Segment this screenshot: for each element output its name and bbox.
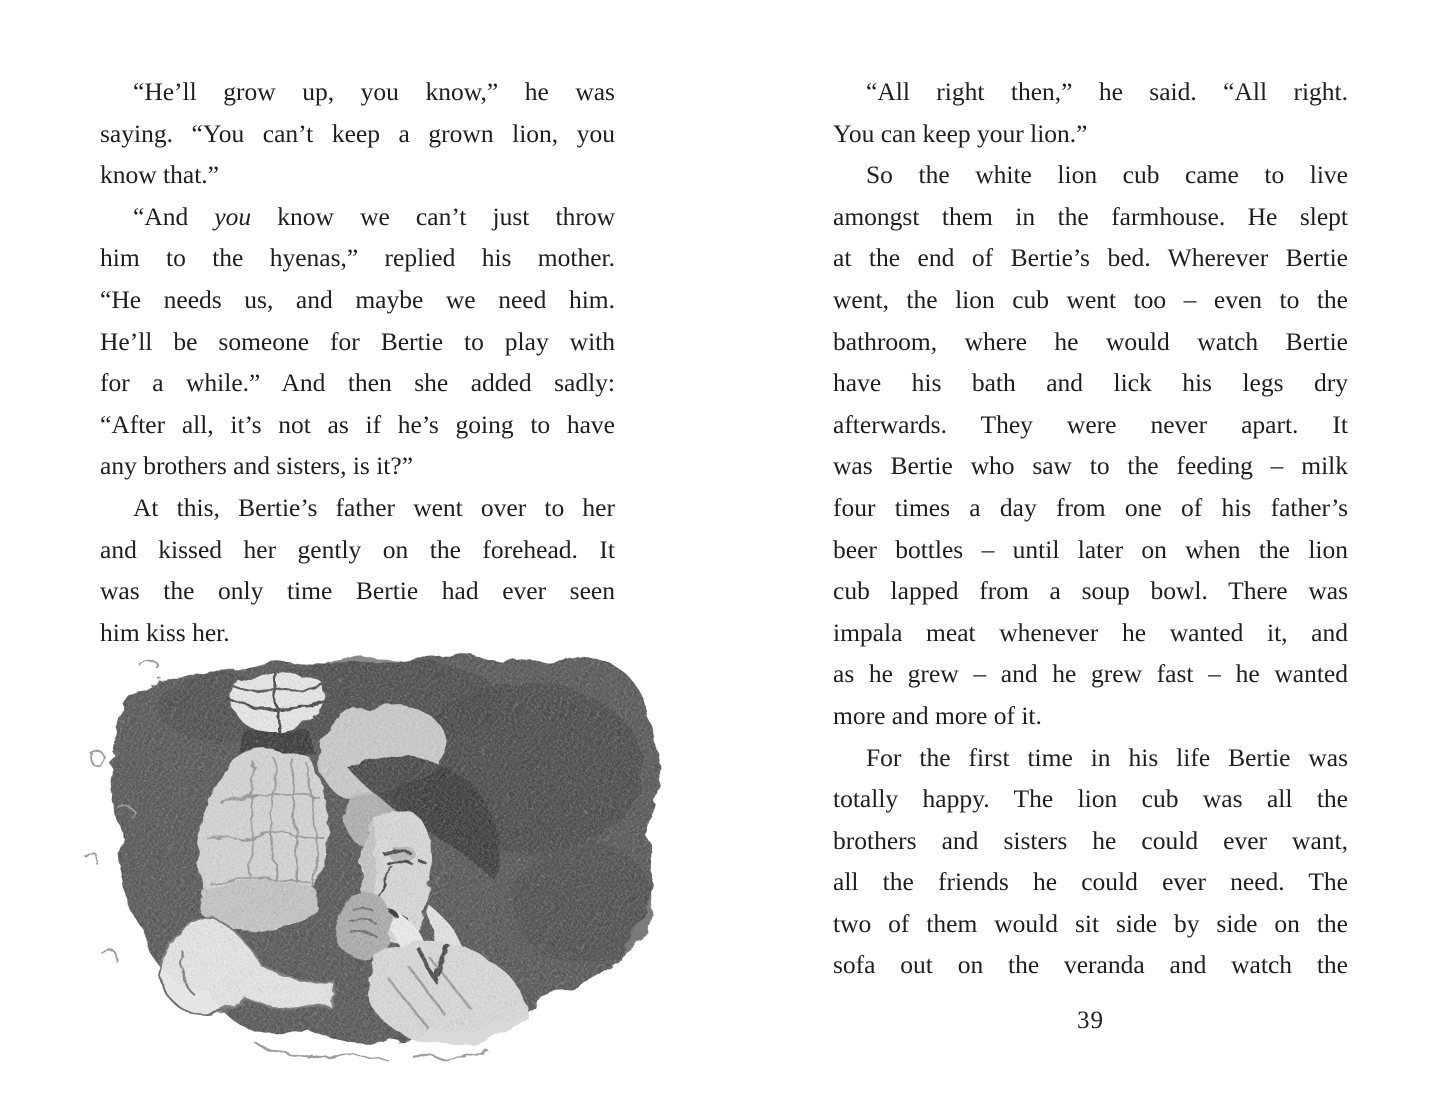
text-line	[833, 154, 1348, 196]
text-run: afterwards. They were never apart. It	[833, 409, 1348, 439]
text-line	[100, 71, 615, 113]
text-line	[100, 196, 615, 238]
text-run: totally happy. The lion cub was all the	[833, 784, 1348, 814]
page-number: 39	[1077, 1007, 1104, 1034]
text-run: four times a day from one of his father’s	[833, 492, 1348, 522]
text-run: as he grew – and he grew fast – he wanted	[833, 659, 1348, 689]
text-run: At this, Bertie’s father went over to her	[133, 492, 615, 522]
text-run: was Bertie who saw to the feeding – milk	[833, 451, 1348, 481]
text-line	[833, 71, 1348, 113]
text-run: He’ll be someone for Bertie to play with	[100, 326, 615, 356]
text-line	[833, 362, 1348, 404]
text-run: and kissed her gently on the forehead. It	[100, 534, 615, 564]
text-line	[833, 113, 1348, 155]
text-run: know that.”	[100, 160, 219, 190]
text-line	[100, 487, 615, 529]
text-line	[100, 321, 615, 363]
text-line	[833, 237, 1348, 279]
text-line	[833, 944, 1348, 986]
text-line	[100, 529, 615, 571]
text-line	[833, 487, 1348, 529]
text-run: “All right then,” he said. “All right.	[866, 77, 1348, 106]
right-page-text-column	[833, 71, 1348, 986]
text-run: him to the hyenas,” replied his mother.	[100, 243, 615, 273]
text-line	[833, 653, 1348, 695]
text-line	[833, 445, 1348, 487]
pencil-sketch-illustration	[78, 648, 670, 1066]
text-line	[100, 279, 615, 321]
text-run: beer bottles – until later on when the lion	[833, 534, 1348, 564]
text-line	[833, 279, 1348, 321]
text-run: “After all, it’s not as if he’s going to have	[100, 409, 615, 439]
text-line	[833, 612, 1348, 654]
text-run: saying. “You can’t keep a grown lion, you	[100, 118, 615, 148]
text-line	[833, 196, 1348, 238]
text-line	[100, 113, 615, 155]
text-line	[833, 861, 1348, 903]
text-run: bathroom, where he would watch Bertie	[833, 326, 1348, 356]
text-run: any brothers and sisters, is it?”	[100, 451, 414, 481]
text-run: have his bath and lick his legs dry	[833, 368, 1348, 398]
text-line	[100, 404, 615, 446]
text-line	[100, 237, 615, 279]
text-run: all the friends he could ever need. The	[833, 867, 1348, 897]
text-run: at the end of Bertie’s bed. Wherever Bertie	[833, 243, 1348, 273]
text-run: So the white lion cub came to live	[866, 160, 1348, 190]
text-line	[833, 820, 1348, 862]
text-run: him kiss her.	[100, 617, 230, 647]
italic-text: you	[214, 201, 252, 231]
left-page-text-column	[100, 71, 615, 653]
text-run: know we can’t just throw	[251, 201, 615, 231]
text-run: sofa out on the veranda and watch the	[833, 950, 1348, 980]
text-run: for a while.” And then she added sadly:	[100, 368, 615, 398]
text-line	[833, 404, 1348, 446]
text-line	[100, 362, 615, 404]
text-run: went, the lion cub went too – even to the	[833, 284, 1348, 314]
text-run: impala meat whenever he wanted it, and	[833, 617, 1348, 647]
text-run: was the only time Bertie had ever seen	[100, 576, 615, 606]
text-line	[833, 778, 1348, 820]
text-run: You can keep your lion.”	[833, 118, 1088, 148]
text-run: brothers and sisters he could ever want,	[833, 825, 1348, 855]
text-line	[833, 695, 1348, 737]
text-line	[100, 445, 615, 487]
text-line	[100, 570, 615, 612]
text-run: more and more of it.	[833, 700, 1042, 730]
text-line	[833, 570, 1348, 612]
text-line	[833, 737, 1348, 779]
text-run: amongst them in the farmhouse. He slept	[833, 201, 1348, 231]
text-line	[833, 529, 1348, 571]
text-line	[100, 154, 615, 196]
text-run: “And	[133, 201, 215, 231]
text-line	[833, 903, 1348, 945]
text-run: “He’ll grow up, you know,” he was	[133, 77, 615, 106]
text-run: For the first time in his life Bertie was	[866, 742, 1348, 772]
text-line	[833, 321, 1348, 363]
text-run: two of them would sit side by side on the	[833, 908, 1348, 938]
text-run: cub lapped from a soup bowl. There was	[833, 576, 1348, 606]
text-run: “He needs us, and maybe we need him.	[100, 284, 615, 314]
